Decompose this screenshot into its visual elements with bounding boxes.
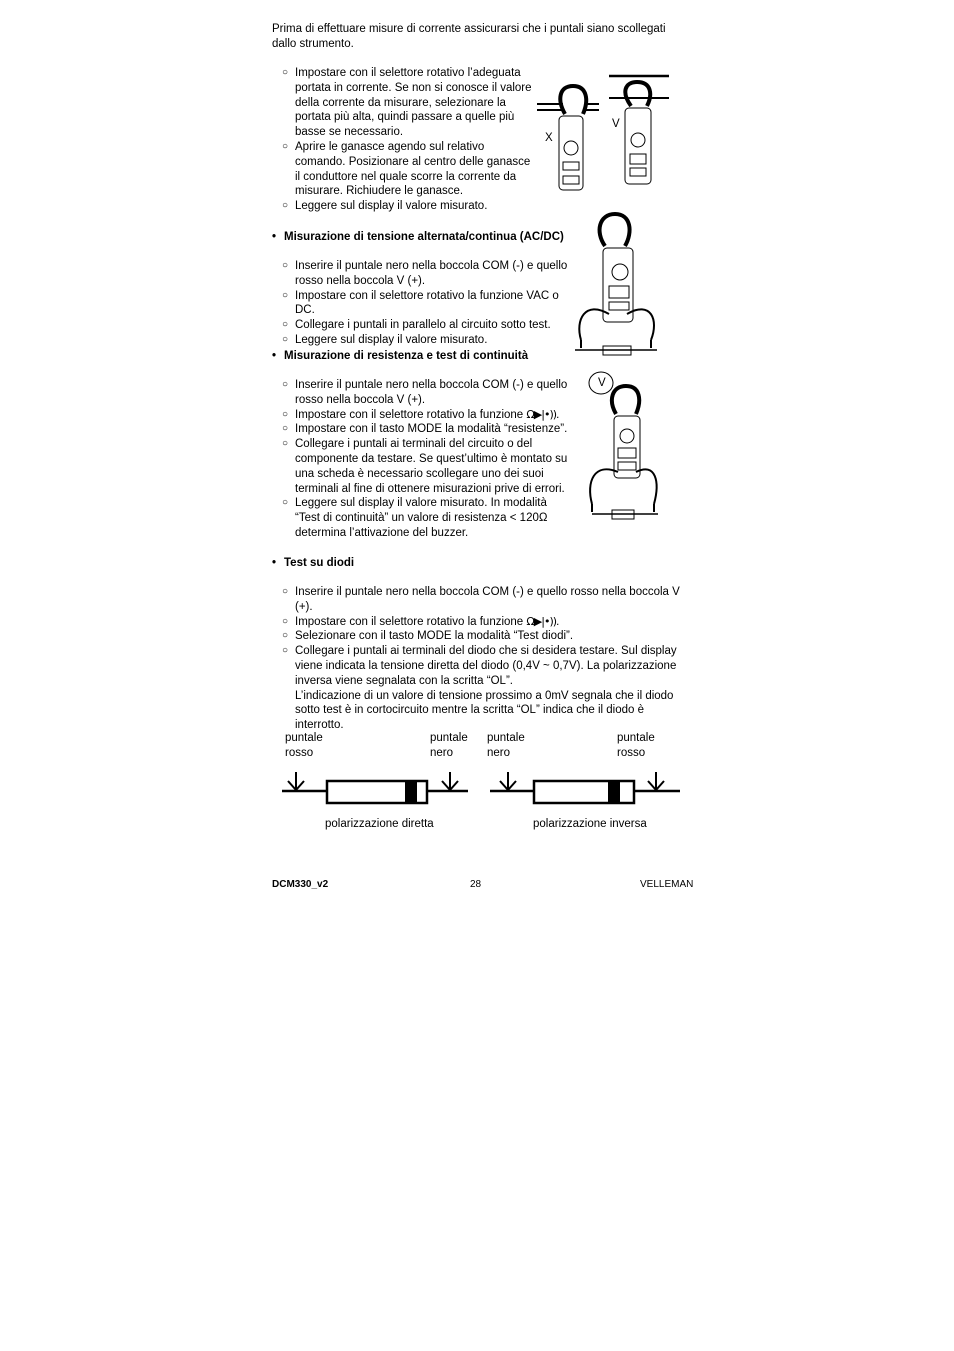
reverse-right-probe-label: puntale rosso xyxy=(617,732,655,759)
ohm-diode-buzzer-icon: Ω▶|•)) xyxy=(526,614,557,628)
footer-model: DCM330_v2 xyxy=(272,879,329,890)
voltage-heading: • Misurazione di tensione alternata/continua (AC/DC) xyxy=(272,230,564,245)
list-item xyxy=(272,615,684,630)
list-item: ○ Inserire il puntale nero nella boccola COM (-) e quello rosso nella boccola V (+). xyxy=(272,585,684,615)
clamp-position-figure xyxy=(535,72,675,194)
list-item: ○ Leggere sul display il valore misurato. xyxy=(272,199,534,214)
resistance-figure-mark: V xyxy=(598,377,606,389)
list-item: ○ Selezionare con il tasto MODE la modalità “Test diodi”. xyxy=(272,629,684,644)
list-item: ○ Leggere sul display il valore misurato. xyxy=(272,333,572,348)
right-mark: V xyxy=(612,118,620,130)
list-item xyxy=(272,644,684,733)
step-text: Impostare con il selettore rotativo la funzione xyxy=(295,615,527,628)
list-item: ○ Leggere sul display il valore misurato. In modalità “Test di continuità” un valore di resistenza < 120Ω determina l’attivazione del buzzer. xyxy=(272,496,570,540)
intro-paragraph: Prima di effettuare misure di corrente assicurarsi che i puntali siano scollegati dallo strumento. xyxy=(272,23,666,50)
resistance-heading: • Misurazione di resistenza e test di continuità xyxy=(272,349,528,364)
step-punct: . xyxy=(556,615,560,628)
list-item: ○ Impostare con il selettore rotativo l’adeguata portata in corrente. Se non si conosce il valore della corrente da misurare, selezionare la portata più alta, quindi passare a quelle più basse se necessario. xyxy=(272,66,534,140)
list-item: ○ Collegare i puntali in parallelo al circuito sotto test. xyxy=(272,318,572,333)
ohm-diode-buzzer-icon: Ω▶|•)) xyxy=(526,407,557,421)
list-item: ○ Aprire le ganasce agendo sul relativo comando. Posizionare al centro delle ganasce il conduttore nel quale scorre la corrente da misurare. Richiudere le ganasce. xyxy=(272,140,534,199)
list-item: ○ Impostare con il tasto MODE la modalità “resistenze”. xyxy=(272,422,570,437)
list-item: ○ Inserire il puntale nero nella boccola COM (-) e quello rosso nella boccola V (+). xyxy=(272,378,570,408)
forward-caption: polarizzazione diretta xyxy=(325,818,434,830)
reverse-left-probe-label: puntale nero xyxy=(487,732,525,759)
forward-right-probe-label: puntale nero xyxy=(430,732,468,759)
forward-left-probe-label: puntale rosso xyxy=(285,732,323,759)
list-item: ○ Inserire il puntale nero nella boccola COM (-) e quello rosso nella boccola V (+). xyxy=(272,259,572,289)
wrong-mark: X xyxy=(545,132,553,144)
resistance-measurement-figure xyxy=(586,370,661,522)
step-text: Impostare con il selettore rotativo la funzione xyxy=(295,408,527,421)
reverse-caption: polarizzazione inversa xyxy=(533,818,647,830)
list-item xyxy=(272,408,570,423)
current-steps-list xyxy=(272,66,534,214)
footer-brand: VELLEMAN xyxy=(640,879,694,890)
list-item: ○ Collegare i puntali ai terminali del circuito o del componente da testare. Se quest’ultimo è montato su una scheda è necessario scollegare uno dei suoi terminali al fine di ottenere misurazioni prive di errori. xyxy=(272,437,570,496)
step-punct: . xyxy=(556,408,560,421)
diode-heading: • Test su diodi xyxy=(272,556,354,571)
voltage-steps-list xyxy=(272,259,572,348)
clamp-meter-wrong xyxy=(559,86,586,190)
diode-reverse-figure xyxy=(488,770,682,808)
step-text: Collegare i puntali ai terminali del diodo che si desidera testare. Sul display viene indicata la tensione diretta del diodo (0,4V ~ 0,7V). La polarizzazione inversa viene segnalata con la scritta “OL”. xyxy=(295,645,677,687)
diode-steps-list xyxy=(272,585,684,733)
step-note: L’indicazione di un valore di tensione prossimo a 0mV segnala che il diodo sotto test è in cortocircuito mentre la scritta “OL” indica che il diodo è interrotto. xyxy=(295,689,674,732)
list-item: ○ Impostare con il selettore rotativo la funzione VAC o DC. xyxy=(272,289,572,319)
diode-forward-figure xyxy=(282,770,472,808)
voltage-measurement-figure xyxy=(575,210,660,358)
resistance-steps-list xyxy=(272,378,570,541)
footer-page-number: 28 xyxy=(470,879,482,890)
